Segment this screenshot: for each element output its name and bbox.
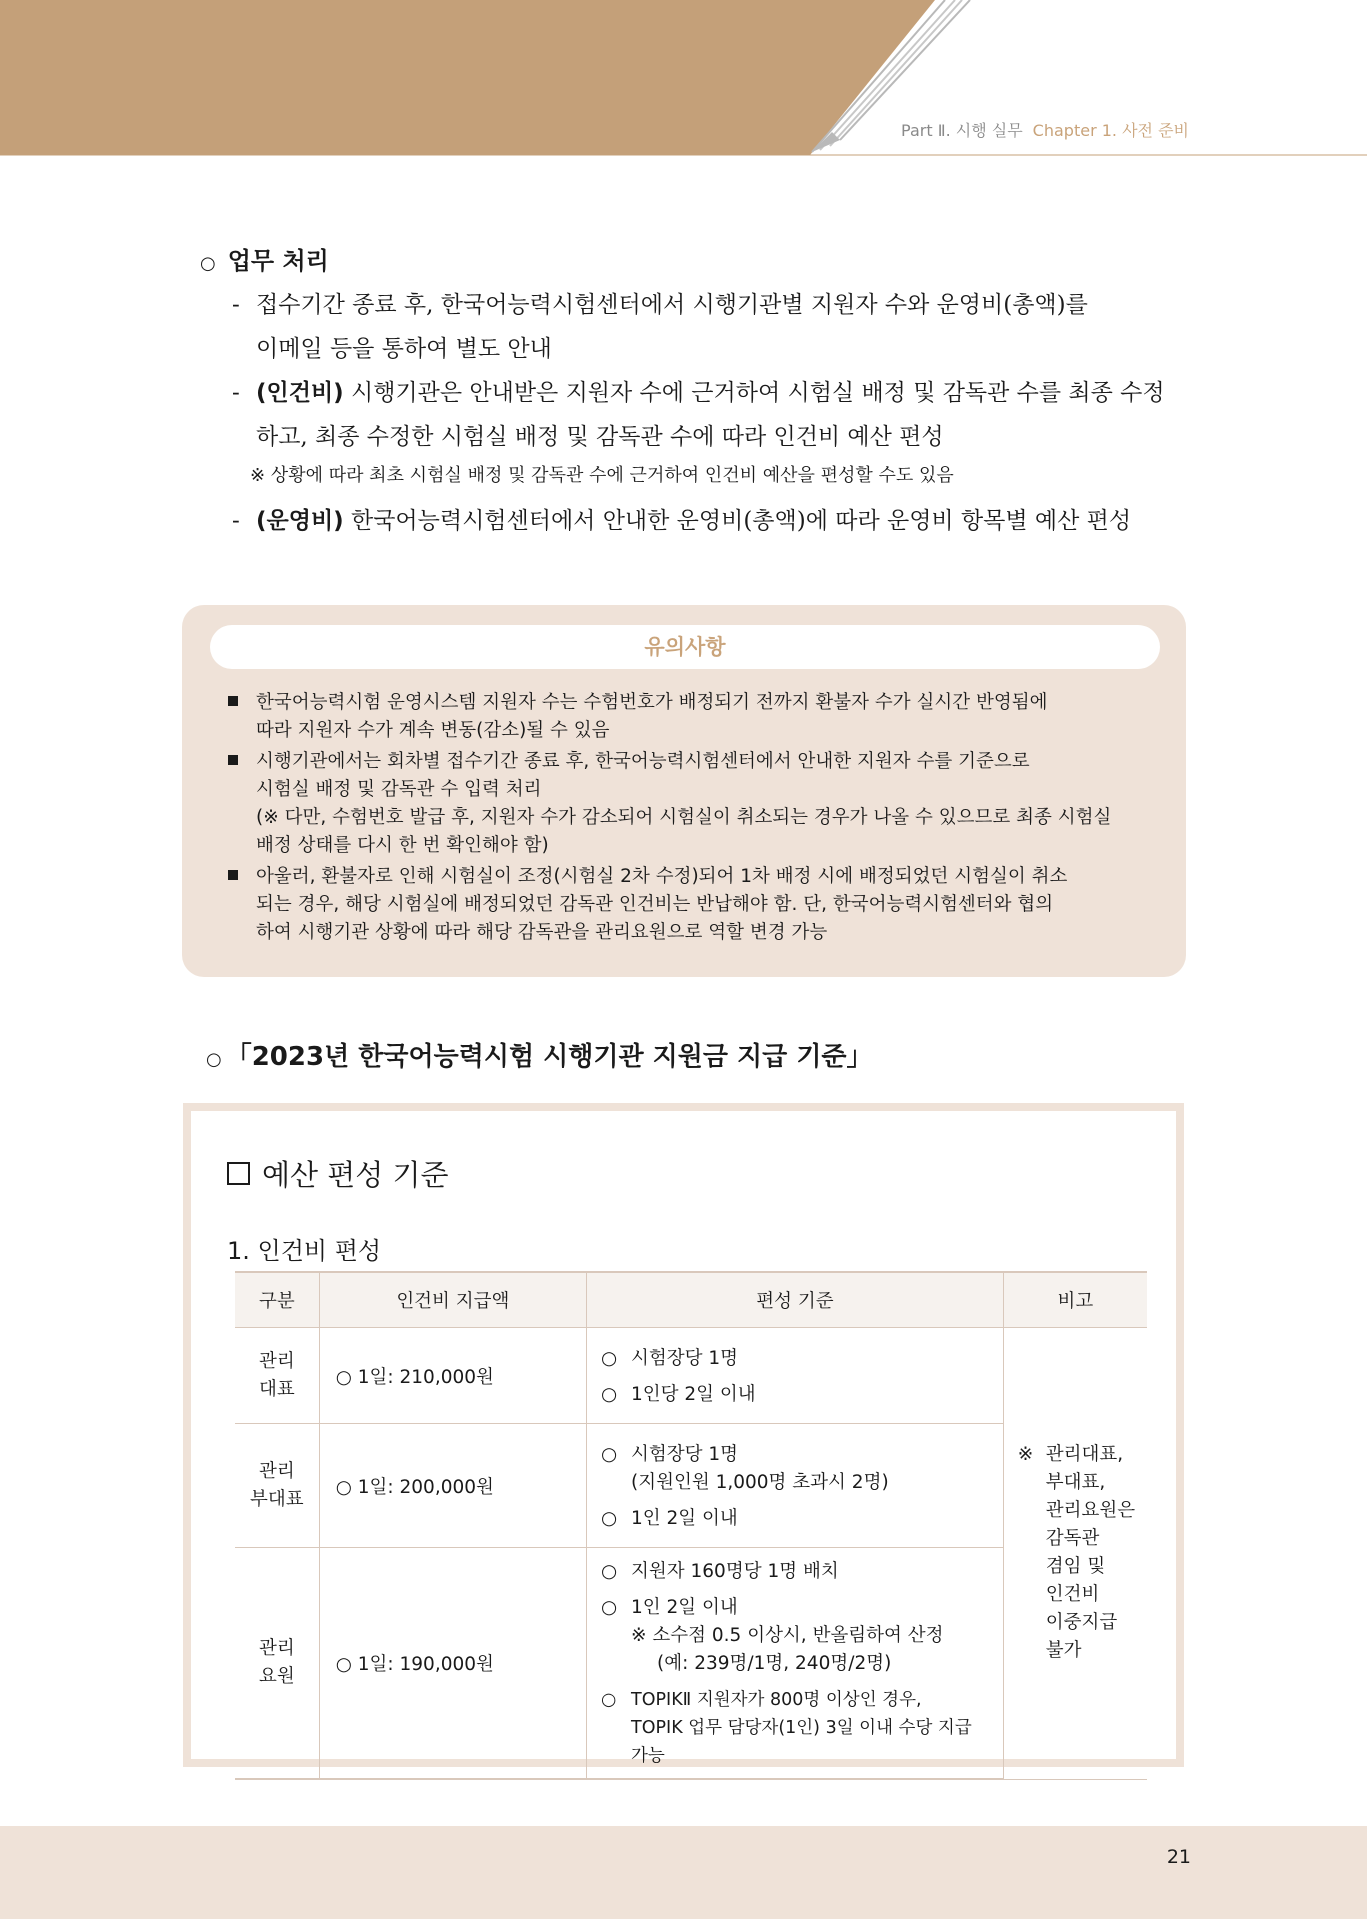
budget-heading: 예산 편성 기준	[227, 1153, 449, 1194]
table-header: 인건비 지급액	[319, 1272, 586, 1328]
square-bullet-icon	[228, 755, 238, 765]
criteria-cell: ○ 시험장당 1명 (지원인원 1,000명 초과시 2명) ○ 1인 2일 이내	[587, 1424, 1004, 1548]
caution-item: 아울러, 환불자로 인해 시험실이 조정(시험실 2차 수정)되어 1차 배정 시에 배정되었던 시험실이 취소 되는 경우, 해당 시험실에 배정되었던 감독관 인건비는 반납해야 함. 단, 한국어능력시험센터와 협의 하여 시행기관 상황에 따라 해당 감독관을 관리요원으로 역할 변경 가능	[228, 863, 1158, 947]
gubun-cell: 관리 부대표	[235, 1424, 319, 1548]
budget-frame	[183, 1103, 1184, 1767]
header-chapter: Chapter 1. 사전 준비	[1032, 121, 1189, 140]
table-row	[235, 1328, 1147, 1424]
square-bullet-icon	[228, 696, 238, 706]
square-bullet-icon	[228, 870, 238, 880]
pay-cell: ○ 1일: 190,000원	[319, 1548, 586, 1780]
checkbox-square-icon	[227, 1162, 250, 1185]
circle-bullet-icon: ○	[206, 1049, 222, 1070]
work-note: ※ 상황에 따라 최초 시험실 배정 및 감독관 수에 근거하여 인건비 예산을 편성할 수도 있음	[250, 465, 954, 486]
criteria-cell: ○ 시험장당 1명 ○ 1인당 2일 이내	[587, 1328, 1004, 1424]
personnel-table	[235, 1271, 1147, 1780]
circle-bullet-icon: ○	[200, 253, 216, 274]
work-item-2: - (인건비) 시행기관은 안내받은 지원자 수에 근거하여 시험실 배정 및 감독관 수를 최종 수정 하고, 최종 수정한 시험실 배정 및 감독관 수에 따라 인건비 예산 편성	[232, 380, 1165, 450]
table-header: 구분	[235, 1272, 319, 1328]
table-header: 비고	[1003, 1272, 1147, 1328]
criteria-cell: ○ 지원자 160명당 1명 배치 ○ 1인 2일 이내 ※ 소수점 0.5 이상시, 반올림하여 산정 (예: 239명/1명, 240명/2명) ○ TOPIKⅡ 지원자가 800명 이상인 경우, TOPIK 업무 담당자(1인) 3일 이내 수당 지급 가능	[587, 1548, 1004, 1780]
footer-band	[0, 1826, 1367, 1919]
caution-item: 한국어능력시험 운영시스템 지원자 수는 수험번호가 배정되기 전까지 환불자 수가 실시간 반영됨에 따라 지원자 수가 계속 변동(감소)될 수 있음	[228, 689, 1158, 745]
caution-item: 시행기관에서는 회차별 접수기간 종료 후, 한국어능력시험센터에서 안내한 지원자 수를 기준으로 시험실 배정 및 감독관 수 입력 처리 (※ 다만, 수험번호 발급 후, 지원자 수가 감소되어 시험실이 취소되는 경우가 나올 수 있으므로 최종 시험실 배정 상태를 다시 한 번 확인해야 함)	[228, 748, 1158, 860]
gubun-cell: 관리 대표	[235, 1328, 319, 1424]
pay-cell: ○ 1일: 210,000원	[319, 1328, 586, 1424]
caution-title: 유의사항	[210, 625, 1160, 669]
work-item-1: - 접수기간 종료 후, 한국어능력시험센터에서 시행기관별 지원자 수와 운영비(총액)를 이메일 등을 통하여 별도 안내	[232, 292, 1088, 362]
header-breadcrumb	[901, 118, 1189, 141]
work-item-3: - (운영비) 한국어능력시험센터에서 안내한 운영비(총액)에 따라 운영비 항목별 예산 편성	[232, 508, 1132, 534]
remark-cell: ※ 관리대표, 부대표, 관리요원은 감독관 겸임 및 인건비 이중지급 불가	[1003, 1328, 1147, 1780]
header-part: Part Ⅱ. 시행 실무	[901, 121, 1023, 140]
pay-cell: ○ 1일: 200,000원	[319, 1424, 586, 1548]
table-header: 편성 기준	[587, 1272, 1004, 1328]
personnel-subheading: 1. 인건비 편성	[227, 1237, 382, 1265]
standard-title: ○ 「2023년 한국어능력시험 시행기관 지원금 지급 기준」	[206, 1042, 873, 1072]
header-band	[0, 0, 1367, 160]
caution-box	[182, 605, 1186, 977]
page-number: 21	[1166, 1846, 1191, 1868]
work-section	[200, 244, 1190, 543]
gubun-cell: 관리 요원	[235, 1548, 319, 1780]
caution-list	[228, 689, 1158, 950]
work-title: ○ 업무 처리	[200, 247, 329, 275]
